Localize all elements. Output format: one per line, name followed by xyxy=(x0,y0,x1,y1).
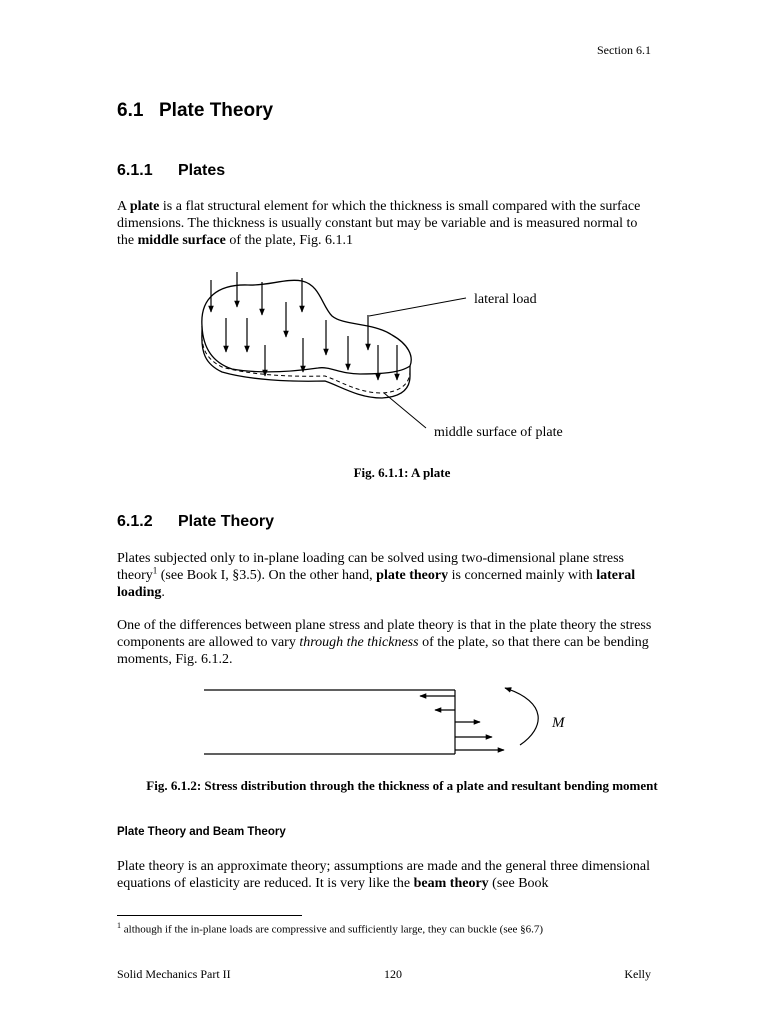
label-lateral-load: lateral load xyxy=(474,292,537,307)
leader-line-surface xyxy=(384,393,426,428)
running-header: Section 6.1 xyxy=(597,43,651,57)
bold-term-middle-surface: middle surface xyxy=(137,233,226,248)
section-title: Plate Theory xyxy=(159,100,274,121)
moment-arc xyxy=(505,688,538,745)
footnote-rule xyxy=(117,915,302,916)
footnote-ref: 1 xyxy=(152,565,158,576)
figure-caption-1: Fig. 6.1.1: A plate xyxy=(353,465,451,480)
figure-caption-2: Fig. 6.1.2: Stress distribution through the thickness of a plate and resultant bending moment xyxy=(146,778,658,793)
footer-left: Solid Mechanics Part II xyxy=(117,967,231,981)
figure-stress-distribution xyxy=(200,682,570,758)
text: Plates subjected only to in-plane loading can be solved using two-dimensional plane stress theory xyxy=(117,551,625,583)
bold-term-lateral-loading: lateral loading xyxy=(117,568,636,600)
section-heading xyxy=(117,100,273,122)
bold-term-plate-theory: plate theory xyxy=(376,568,449,583)
text: (see Book I, §3.5). On the other hand, xyxy=(157,568,377,583)
subsection-title: Plate Theory xyxy=(178,513,275,530)
paragraph-approximate-theory xyxy=(117,858,657,892)
subsection-title: Plates xyxy=(178,162,226,179)
figure-plate-diagram xyxy=(190,262,590,447)
paragraph-stress-variation xyxy=(117,617,657,668)
subsection-heading-plate-theory xyxy=(117,513,274,531)
footer-page-number: 120 xyxy=(384,967,402,981)
text: Plate theory is an approximate theory; assumptions are made and the general three dimensional equations of elasticity are reduced. It is very like the xyxy=(117,859,650,891)
subsection-number: 6.1.2 xyxy=(117,513,153,530)
text: A xyxy=(117,199,130,214)
bold-term-plate: plate xyxy=(129,199,160,214)
text: . xyxy=(161,585,165,600)
text: is concerned mainly with xyxy=(448,568,597,583)
text: One of the differences between plane stress and plate theory is that in the plate theory the stress components are allowed to vary xyxy=(117,618,652,650)
text: of the plate, Fig. 6.1.1 xyxy=(225,233,354,248)
subheading-plate-beam-theory: Plate Theory and Beam Theory xyxy=(117,826,286,838)
italic-phrase: through the thickness xyxy=(299,635,419,650)
footer-right: Kelly xyxy=(624,967,651,981)
text: (see Book xyxy=(488,876,549,891)
subsection-number: 6.1.1 xyxy=(117,162,153,179)
plate-top-outline xyxy=(202,280,411,374)
paragraph-plate-theory xyxy=(117,550,657,601)
section-number: 6.1 xyxy=(117,100,144,121)
footnote xyxy=(117,921,543,936)
text: is a flat structural element for which the thickness is small compared with the surface dimensions. The thickness is usually constant but may be variable and is measured normal to the xyxy=(117,199,641,248)
leader-line-load xyxy=(369,298,466,316)
bold-term-beam-theory: beam theory xyxy=(413,876,489,891)
label-middle-surface: middle surface of plate xyxy=(434,425,563,440)
text: of the plate, so that there can be bending moments, Fig. 6.1.2. xyxy=(117,635,649,667)
footnote-text: although if the in-plane loads are compressive and sufficiently large, they can buckle (see §6.7) xyxy=(121,923,544,936)
footnote-marker: 1 xyxy=(117,921,121,930)
paragraph-plates xyxy=(117,198,657,249)
subsection-heading-plates xyxy=(117,162,225,180)
label-moment: M xyxy=(552,715,565,731)
